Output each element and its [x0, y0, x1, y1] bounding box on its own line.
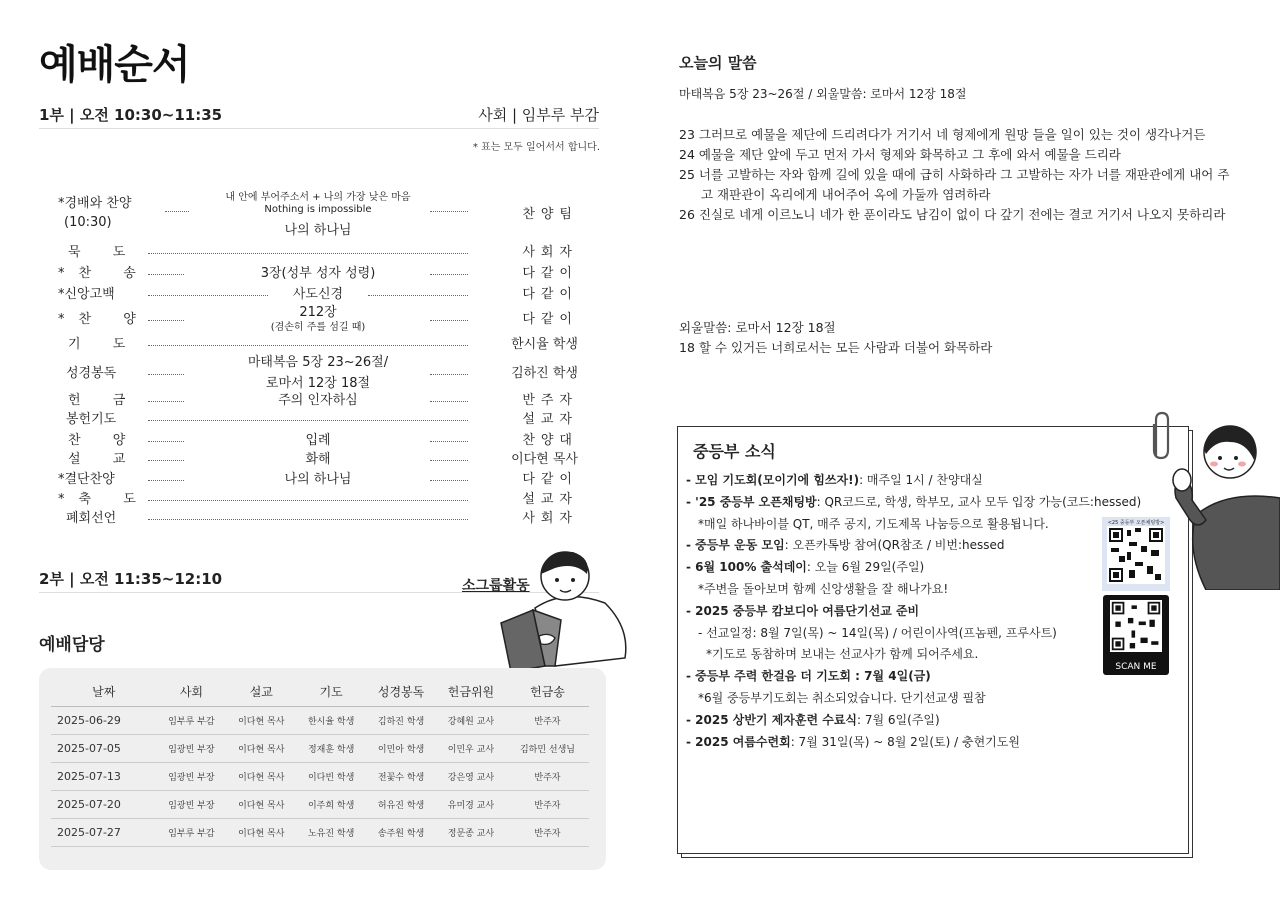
part1-time: 1부 | 오전 10:30~11:35 [39, 106, 223, 124]
leader-dots [430, 460, 468, 461]
order-main: 나의 하나님 [284, 472, 352, 487]
column-header: 기도 [296, 678, 366, 706]
order-label: *경배와 찬양 [58, 196, 132, 211]
order-label: 기 도 [68, 337, 140, 352]
leader-dots [430, 441, 468, 442]
leader-dots [368, 295, 468, 296]
table-row [51, 818, 589, 846]
column-header: 헌금위원 [436, 678, 506, 706]
table-cell: 반주자 [506, 706, 589, 734]
leader-dots [430, 274, 468, 275]
column-header: 날짜 [51, 678, 156, 706]
staff-table-panel [39, 668, 606, 870]
leader-dots [148, 420, 468, 421]
item-heading: - 2025 상반기 제자훈련 수료식 [686, 712, 858, 727]
item-heading: - 2025 여름수련회 [686, 734, 791, 749]
table-cell: 이주희 학생 [296, 790, 366, 818]
table-cell: 이민우 교사 [436, 734, 506, 762]
order-main: 마태복음 5장 23~26절/ [247, 355, 389, 370]
order-label: 찬 양 [68, 433, 140, 448]
list-item [686, 710, 1176, 732]
leader-dots [430, 374, 468, 375]
memory-verse-text: 18 할 수 있거든 너희로서는 모든 사람과 더불어 화목하라 [679, 340, 993, 355]
reading-person-illustration [495, 548, 630, 673]
item-heading: - 모임 기도회(모이기에 힘쓰자!) [686, 473, 860, 487]
table-cell: 임광빈 부장 [156, 762, 226, 790]
part2-header: 2부 | 오전 11:35~12:10 [39, 570, 223, 588]
item-text: : QR코드로, 학생, 학부모, 교사 모두 입장 가능(코드:hessed) [816, 494, 1142, 509]
news-title: 중등부 소식 [693, 442, 776, 461]
scan-me-label: SCAN ME [1115, 662, 1157, 672]
leader-dots [148, 500, 468, 501]
order-person: 설교자 [522, 412, 578, 427]
list-item [686, 492, 1176, 514]
list-item [686, 732, 1176, 754]
part1-host: 사회 | 임부루 부감 [478, 106, 599, 124]
order-person: 김하진 학생 [511, 366, 578, 381]
item-text: : 오픈카톡방 참여(QR참조 / 비번:hessed [784, 538, 1005, 553]
verse: 25 너를 고발하는 자와 함께 길에 있을 때에 급히 사화하라 그 고발하는 자가 너를 재판관에게 내어 주고 재판관이 옥리에게 내어주어 옥에 가둘까 염려하라 [679, 167, 1230, 202]
order-sub: (겸손히 주를 섬길 때) [270, 322, 366, 333]
staff-title: 예배담당 [39, 635, 105, 655]
order-main: 입례 [305, 433, 331, 448]
order-main: 3장(성부 성자 성령) [260, 266, 376, 281]
qr-code-icon [1110, 600, 1162, 652]
table-cell: 김하민 선생님 [506, 734, 589, 762]
order-label: *결단찬양 [58, 472, 115, 487]
column-header: 설교 [226, 678, 296, 706]
verse: 26 진실로 네게 이르노니 네가 한 푼이라도 남김이 없이 다 갚기 전에는 결코 거기서 나오지 못하리라 [679, 207, 1226, 222]
table-cell: 2025-07-20 [51, 790, 156, 818]
leader-dots [430, 480, 468, 481]
table-cell: 이다현 목사 [226, 706, 296, 734]
table-cell: 강혜원 교사 [436, 706, 506, 734]
worship-order [58, 185, 578, 540]
table-cell: 임부루 부감 [156, 706, 226, 734]
order-person: 찬양팀 [522, 207, 578, 222]
order-person: 설교자 [522, 492, 578, 507]
order-label: 헌 금 [68, 393, 140, 408]
list-item: *기도로 동참하며 보내는 선교사가 함께 되어주세요. [706, 647, 979, 662]
list-item: *주변을 돌아보며 함께 신앙생활을 잘 해나가요! [698, 581, 949, 596]
list-item: *매일 하나바이블 QT, 매주 공지, 기도제목 나눔등으로 활용됩니다. [698, 516, 1049, 531]
leader-dots [430, 401, 468, 402]
table-cell: 전꽃수 학생 [366, 762, 436, 790]
page-title: 예배순서 [39, 42, 190, 88]
order-person: 다같이 [522, 472, 578, 487]
standing-note: * 표는 모두 일어서서 합니다. [472, 142, 600, 153]
order-label: *찬 양 [58, 312, 150, 327]
order-person: 반주자 [522, 393, 578, 408]
order-person: 이다현 목사 [511, 452, 578, 467]
table-cell: 반주자 [506, 818, 589, 846]
order-main: 사도신경 [292, 287, 344, 302]
staff-table [51, 678, 589, 847]
order-label: *신앙고백 [58, 287, 115, 302]
table-cell: 정재훈 학생 [296, 734, 366, 762]
table-cell: 임광빈 부장 [156, 790, 226, 818]
item-heading: - '25 중등부 오픈채팅방 [686, 494, 817, 509]
order-person: 한시율 학생 [511, 337, 578, 352]
memory-verse-label: 외울말씀: 로마서 12장 18절 [679, 320, 836, 335]
order-sub: 내 안에 부어주소서 + 나의 가장 낮은 마음 [225, 192, 411, 203]
verse: 24 예물을 제단 앞에 두고 먼저 가서 형제와 화목하고 그 후에 와서 예물을 드리라 [679, 147, 1121, 162]
word-reference: 마태복음 5장 23~26절 / 외울말씀: 로마서 12장 18절 [679, 87, 967, 101]
open-chat-qr-code[interactable] [1102, 517, 1170, 591]
table-cell: 이다현 목사 [226, 790, 296, 818]
order-main: 로마서 12장 18절 [265, 376, 371, 391]
small-group-label: 소그룹활동 [462, 578, 530, 594]
order-main: 화해 [305, 452, 331, 467]
item-heading: - 중등부 주력 한걸음 더 기도회 : 7월 4일(금) [686, 669, 931, 684]
leader-dots [148, 345, 468, 346]
list-item [686, 470, 1176, 492]
order-label: 성경봉독 [66, 366, 117, 381]
table-cell: 김하진 학생 [366, 706, 436, 734]
column-header: 성경봉독 [366, 678, 436, 706]
table-cell: 반주자 [506, 790, 589, 818]
leader-dots [430, 320, 468, 321]
table-cell: 이민아 학생 [366, 734, 436, 762]
item-text: : 오늘 6월 29일(주일) [806, 560, 925, 575]
leader-dots [148, 253, 468, 254]
part1-header [39, 104, 599, 125]
table-row [51, 734, 589, 762]
item-text: : 7월 6일(주일) [857, 712, 940, 727]
table-cell: 임광빈 부장 [156, 734, 226, 762]
item-heading: - 6월 100% 출석데이 [686, 560, 807, 575]
leader-dots [430, 211, 468, 212]
table-cell: 허유진 학생 [366, 790, 436, 818]
table-cell: 반주자 [506, 762, 589, 790]
order-person: 다같이 [522, 266, 578, 281]
table-cell: 임부루 부감 [156, 818, 226, 846]
table-row [51, 762, 589, 790]
order-person: 찬양대 [522, 433, 578, 448]
order-person: 다같이 [522, 312, 578, 327]
table-cell: 노유진 학생 [296, 818, 366, 846]
order-label: *찬 송 [58, 266, 150, 281]
order-label: *축 도 [58, 492, 150, 507]
item-heading: - 2025 중등부 캄보디아 여름단기선교 준비 [686, 603, 920, 618]
word-title: 오늘의 말씀 [679, 54, 757, 72]
qr-caption: <25 중등부 오픈채팅방> [1107, 520, 1165, 526]
order-sub: Nothing is impossible [264, 204, 372, 215]
order-person: 사회자 [522, 245, 578, 260]
order-main: 나의 하나님 [284, 223, 352, 238]
order-main: 주의 인자하심 [278, 393, 358, 408]
list-item: - 선교일정: 8월 7일(목) ~ 14일(목) / 어린이사역(프놈펜, 프루사트) [698, 625, 1057, 640]
table-row [51, 790, 589, 818]
column-header: 사회 [156, 678, 226, 706]
divider [39, 128, 599, 129]
table-cell: 이다빈 학생 [296, 762, 366, 790]
verse: 23 그러므로 예물을 제단에 드리려다가 거기서 네 형제에게 원망 들을 일이 있는 것이 생각나거든 [679, 127, 1206, 142]
table-cell: 이다현 목사 [226, 762, 296, 790]
list-item: *6월 중등부기도회는 취소되었습니다. 단기선교생 필참 [698, 690, 986, 705]
table-cell: 정문종 교사 [436, 818, 506, 846]
table-row [51, 706, 589, 734]
table-cell: 2025-07-05 [51, 734, 156, 762]
item-heading: - 중등부 운동 모임 [686, 538, 785, 553]
table-cell: 이다현 목사 [226, 818, 296, 846]
item-text: : 매주일 1시 / 찬양대실 [859, 473, 983, 487]
item-text: : 7월 31일(목) ~ 8월 2일(토) / 충현기도원 [790, 734, 1020, 749]
scan-me-qr-code[interactable] [1103, 595, 1169, 675]
waving-person-illustration [1166, 420, 1280, 590]
table-cell: 2025-07-27 [51, 818, 156, 846]
order-person: 사회자 [522, 511, 578, 526]
table-cell: 한시율 학생 [296, 706, 366, 734]
table-cell: 2025-07-13 [51, 762, 156, 790]
table-header-row [51, 678, 589, 706]
order-label: 묵 도 [68, 245, 140, 260]
order-main: 212장 [299, 305, 337, 320]
table-cell: 유미경 교사 [436, 790, 506, 818]
leader-dots [148, 519, 468, 520]
qr-code-icon [1107, 526, 1165, 584]
order-label: 폐회선언 [66, 511, 117, 526]
column-header: 헌금송 [506, 678, 589, 706]
table-cell: 이다현 목사 [226, 734, 296, 762]
table-cell: 강은영 교사 [436, 762, 506, 790]
memory-verse [679, 318, 992, 358]
order-label: 봉헌기도 [66, 412, 117, 427]
table-cell: 2025-06-29 [51, 706, 156, 734]
table-cell: 송주원 학생 [366, 818, 436, 846]
order-label-time: (10:30) [64, 215, 112, 230]
order-label: 설 교 [68, 452, 140, 467]
scripture-verses [679, 125, 1239, 225]
order-person: 다같이 [522, 287, 578, 302]
